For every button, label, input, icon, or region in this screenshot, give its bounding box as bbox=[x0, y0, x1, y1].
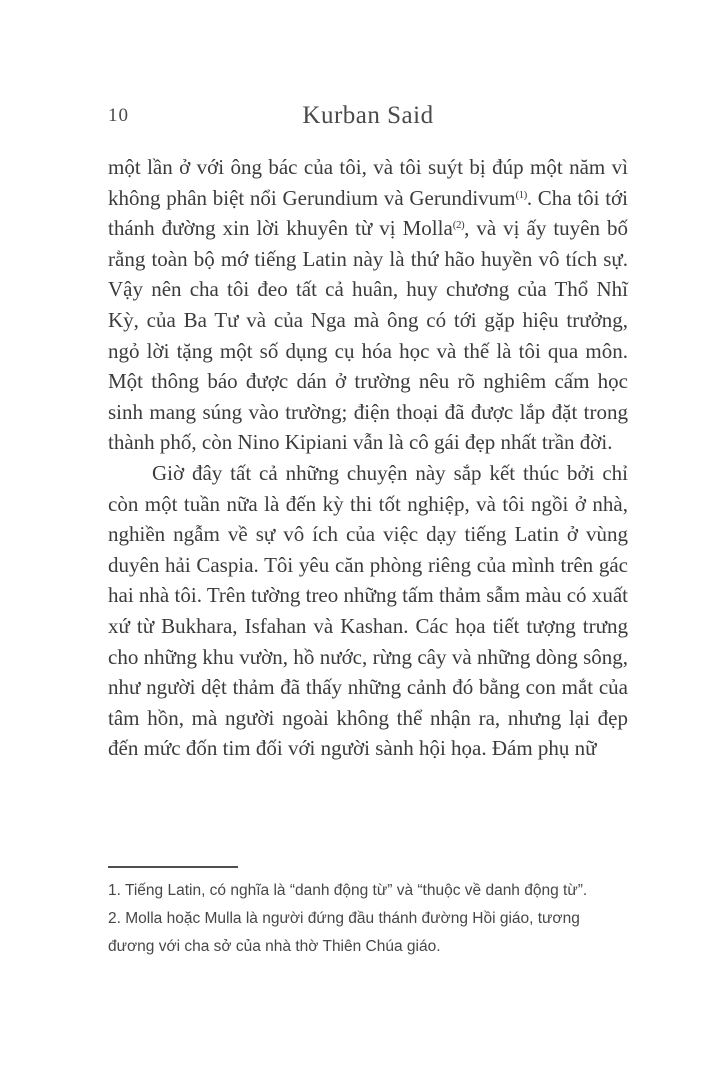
footnote-reference: (2) bbox=[452, 219, 465, 232]
page-header bbox=[108, 102, 628, 132]
running-head-title: Kurban Said bbox=[302, 102, 434, 129]
footnotes-section bbox=[108, 866, 628, 961]
footnote-reference: (1) bbox=[515, 188, 527, 201]
body-paragraph: một lần ở với ông bác của tôi, và tôi suýt bị đúp một năm vì không phân biệt nổi Gerundium và Gerundivum$^{(1)}$. Cha tôi tới thánh đường xin lời khuyên từ vị Molla$^{(2)}$, và vị ấy tuyên bố rằng toàn bộ mớ tiếng Latin này là thứ hão huyền vô tích sự. Vậy nên cha tôi đeo tất cả huân, huy chương của Thổ Nhĩ Kỳ, của Ba Tư và của Nga mà ông có tới gặp hiệu trưởng, ngỏ lời tặng một số dụng cụ hóa học và thế là tôi qua môn. Một thông báo được dán ở trường nêu rõ nghiêm cấm học sinh mang súng vào trường; điện thoại đã được lắp đặt trong thành phố, còn Nino Kipiani vẫn là cô gái đẹp nhất trần đời. bbox=[108, 155, 628, 455]
footnote-separator bbox=[108, 866, 238, 868]
page-number: 10 bbox=[108, 105, 129, 126]
body-text bbox=[108, 152, 628, 764]
footnote-2: 2. Molla hoặc Mulla là người đứng đầu thánh đường Hồi giáo, tương đương với cha sở của nhà thờ Thiên Chúa giáo. bbox=[108, 910, 580, 955]
footnote-1: 1. Tiếng Latin, có nghĩa là “danh động từ” và “thuộc về danh động từ”. bbox=[108, 882, 588, 899]
body-paragraph: Giờ đây tất cả những chuyện này sắp kết thúc bởi chỉ còn một tuần nữa là đến kỳ thi tốt nghiệp, và tôi ngồi ở nhà, nghiền ngẫm về sự vô ích của việc dạy tiếng Latin ở vùng duyên hải Caspia. Tôi yêu căn phòng riêng của mình trên gác hai nhà tôi. Trên tường treo những tấm thảm sẫm màu có xuất xứ từ Bukhara, Isfahan và Kashan. Các họa tiết tượng trưng cho những khu vườn, hồ nước, rừng cây và những dòng sông, như người dệt thảm đã thấy những cảnh đó bằng con mắt của tâm hồn, mà người ngoài không thể nhận ra, nhưng lại đẹp đến mức đốn tim đối với người sành hội họa. Đám phụ nữ bbox=[108, 460, 628, 761]
